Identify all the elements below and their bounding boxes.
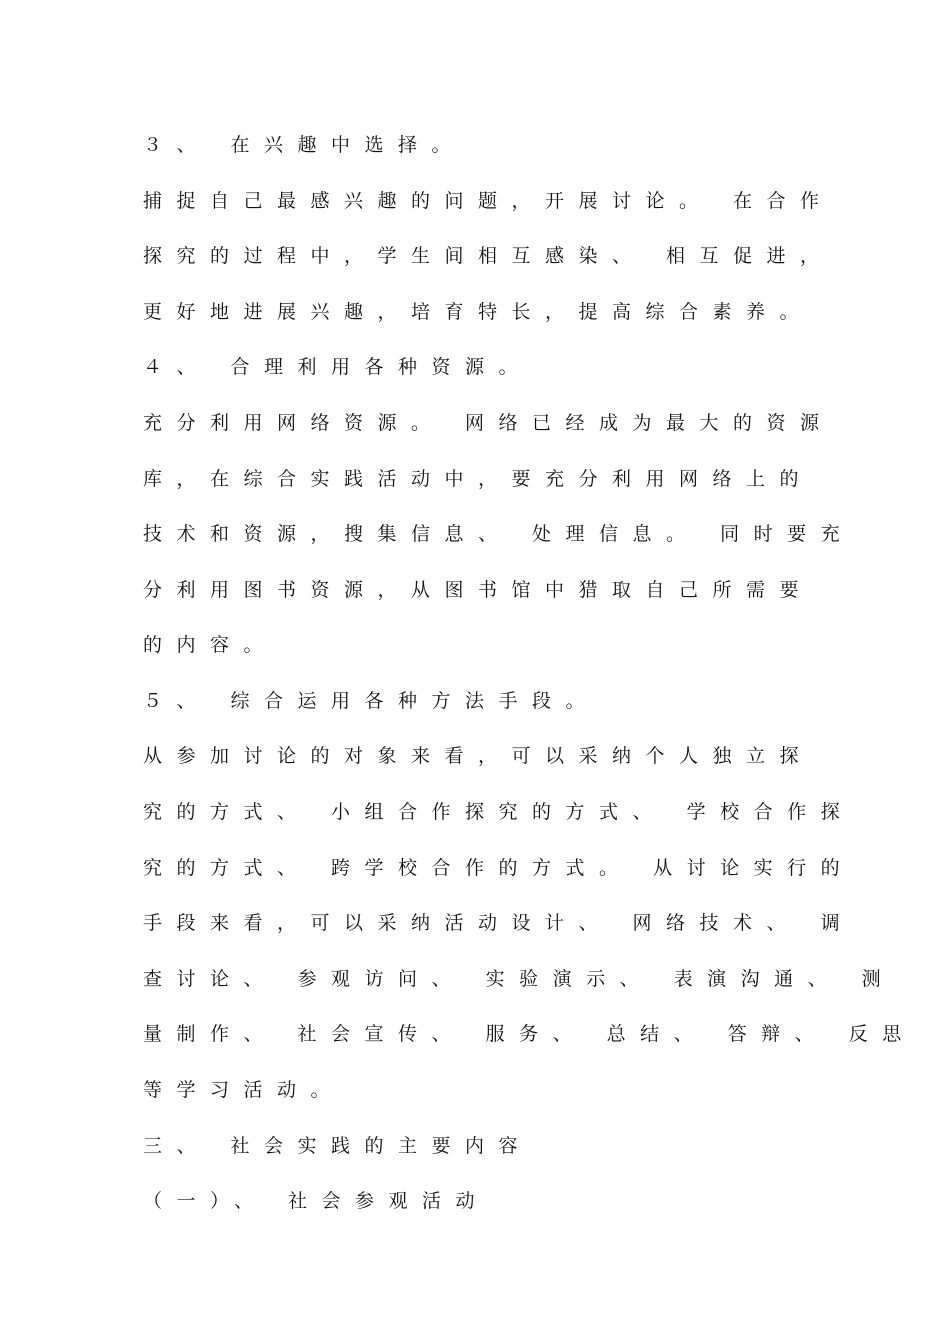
text-line: 探究的过程中，学生间相互感染、 相互促进， xyxy=(143,245,834,267)
section-heading-3: ３、 在兴趣中选择。 xyxy=(143,134,466,156)
text-line: 库，在综合实践活动中，要充分利用网络上的 xyxy=(143,468,814,490)
chapter-heading-3: 三、 社会实践的主要内容 xyxy=(143,1135,533,1157)
text-line: 查讨论、 参观访问、 实验演示、 表演沟通、 测 xyxy=(143,968,896,990)
text-line: 究的方式、 跨学校合作的方式。 从讨论实行的 xyxy=(143,857,855,879)
text-line: 的内容。 xyxy=(143,634,278,656)
text-line: 从参加讨论的对象来看，可以采纳个人独立探 xyxy=(143,745,814,767)
text-line: 充分利用网络资源。 网络已经成为最大的资源 xyxy=(143,412,834,434)
text-line: 等学习活动。 xyxy=(143,1079,345,1101)
section-heading-4: ４、 合理利用各种资源。 xyxy=(143,356,533,378)
text-line: 捕捉自己最感兴趣的问题，开展讨论。 在合作 xyxy=(143,190,834,212)
text-line: 技术和资源，搜集信息、 处理信息。 同时要充 xyxy=(143,523,855,545)
text-line: 量制作、 社会宣传、 服务、 总结、 答辩、 反思 xyxy=(143,1023,916,1045)
text-line: 分利用图书资源，从图书馆中猎取自己所需要 xyxy=(143,579,814,601)
section-heading-5: ５、 综合运用各种方法手段。 xyxy=(143,690,600,712)
text-line: 手段来看，可以采纳活动设计、 网络技术、 调 xyxy=(143,912,855,934)
subsection-heading-1: （一）、 社会参观活动 xyxy=(143,1190,490,1212)
text-line: 究的方式、 小组合作探究的方式、 学校合作探 xyxy=(143,801,855,823)
text-line: 更好地进展兴趣，培育特长，提高综合素养。 xyxy=(143,301,814,323)
